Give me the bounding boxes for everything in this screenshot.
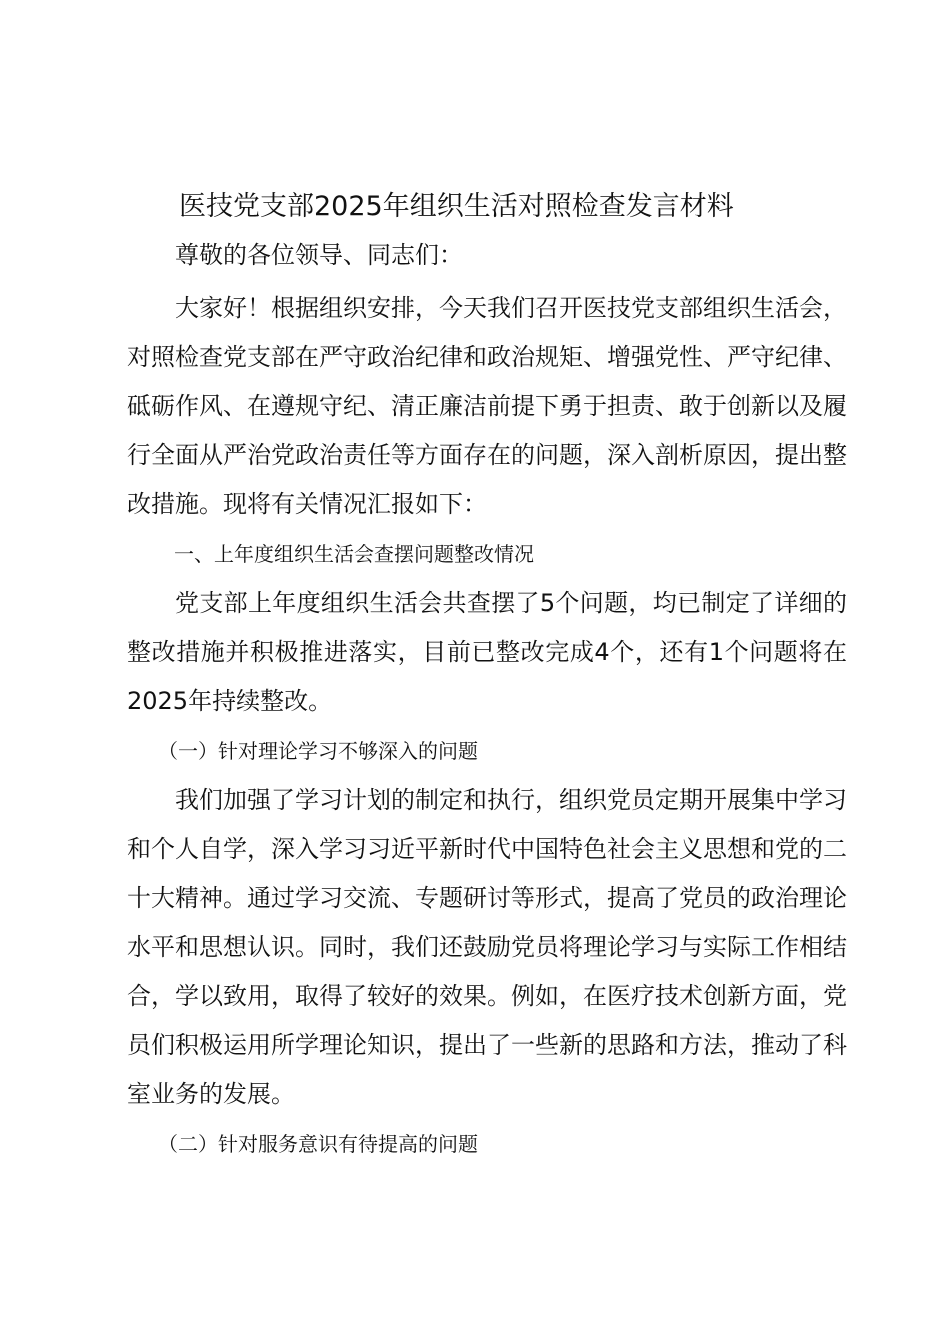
subsection-1-heading: （一）针对理论学习不够深入的问题 xyxy=(158,739,478,763)
subsection-1-paragraph: 我们加强了学习计划的制定和执行，组织党员定期开展集中学习和个人自学，深入学习习近平新时代中国特色社会主义思想和党的二十大精神。通过学习交流、专题研讨等形式，提高了党员的政治理论水平和思想认识。同时，我们还鼓励党员将理论学习与实际工作相结合，学以致用，取得了较好的效果。例如，在医疗技术创新方面，党员们积极运用所学理论知识，提出了一些新的思路和方法，推动了科室业务的发展。 xyxy=(127,786,847,1108)
intro-paragraph: 大家好！根据组织安排，今天我们召开医技党支部组织生活会，对照检查党支部在严守政治纪律和政治规矩、增强党性、严守纪律、砥砺作风、在遵规守纪、清正廉洁前提下勇于担责、敢于创新以及履行全面从严治党政治责任等方面存在的问题，深入剖析原因，提出整改措施。现将有关情况汇报如下： xyxy=(127,294,847,518)
subsection-2-heading: （二）针对服务意识有待提高的问题 xyxy=(158,1132,478,1156)
greeting: 尊敬的各位领导、同志们： xyxy=(175,241,463,269)
document-body xyxy=(127,183,847,1169)
document-title: 医技党支部2025年组织生活对照检查发言材料 xyxy=(179,191,734,222)
section-1-heading: 一、上年度组织生活会查摆问题整改情况 xyxy=(174,542,534,566)
section-1-paragraph: 党支部上年度组织生活会共查摆了5个问题，均已制定了详细的整改措施并积极推进落实，目前已整改完成4个，还有1个问题将在2025年持续整改。 xyxy=(127,589,847,715)
